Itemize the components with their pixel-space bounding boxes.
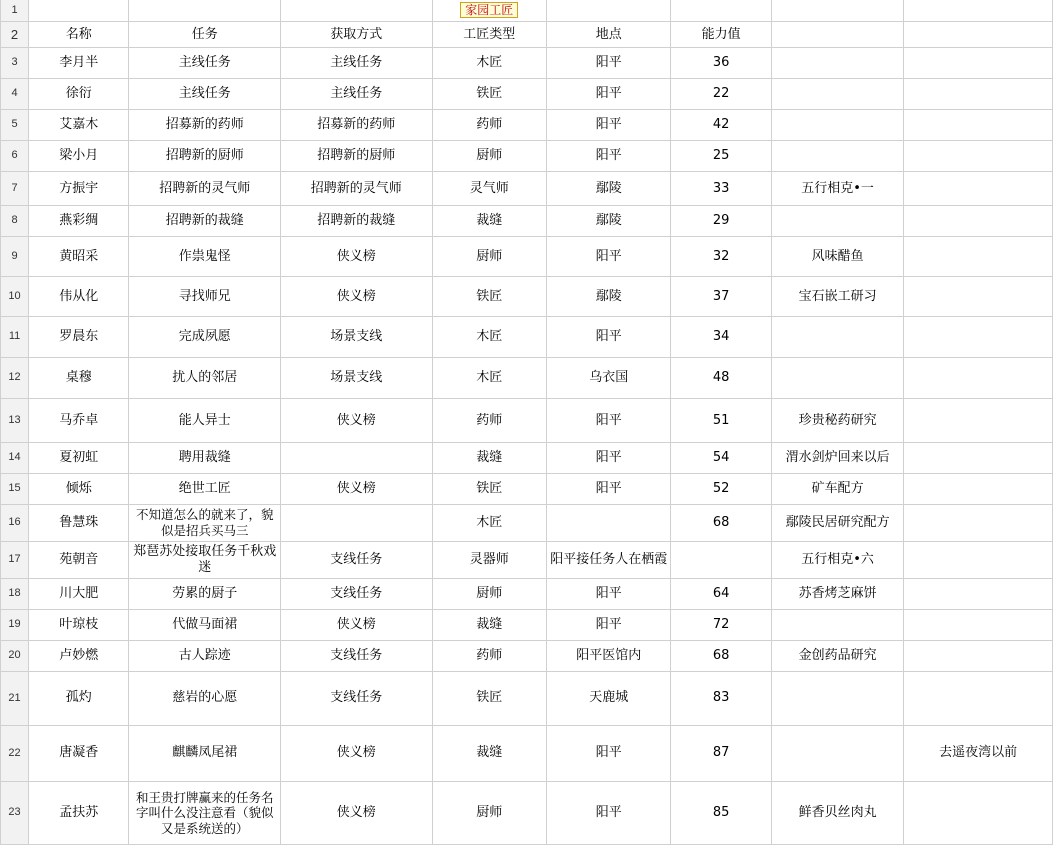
row-header-cell[interactable]: 4 bbox=[1, 79, 29, 110]
column-header-cell[interactable] bbox=[904, 22, 1053, 48]
table-row[interactable] bbox=[1, 48, 1053, 79]
data-cell[interactable] bbox=[771, 317, 904, 358]
data-cell[interactable]: 阳平 bbox=[547, 317, 671, 358]
data-cell[interactable] bbox=[281, 443, 433, 474]
data-cell[interactable]: 完成夙愿 bbox=[129, 317, 281, 358]
data-cell[interactable]: 85 bbox=[671, 782, 771, 845]
data-cell[interactable]: 宝石嵌工研习 bbox=[771, 277, 904, 317]
data-cell[interactable]: 劳累的厨子 bbox=[129, 579, 281, 610]
row-header-cell[interactable]: 21 bbox=[1, 672, 29, 726]
data-cell[interactable] bbox=[547, 505, 671, 541]
data-cell[interactable]: 主线任务 bbox=[281, 79, 433, 110]
data-cell[interactable]: 方振宇 bbox=[29, 172, 129, 206]
data-cell[interactable] bbox=[904, 443, 1053, 474]
data-cell[interactable] bbox=[771, 0, 904, 22]
data-cell[interactable]: 主线任务 bbox=[281, 48, 433, 79]
data-cell[interactable]: 古人踪迹 bbox=[129, 641, 281, 672]
data-cell[interactable] bbox=[904, 782, 1053, 845]
data-cell[interactable]: 支线任务 bbox=[281, 672, 433, 726]
column-header-cell[interactable]: 名称 bbox=[29, 22, 129, 48]
data-cell[interactable]: 五行相克•六 bbox=[771, 541, 904, 579]
data-cell[interactable]: 阳平 bbox=[547, 579, 671, 610]
data-cell[interactable]: 铁匠 bbox=[432, 79, 546, 110]
data-cell[interactable]: 鄢陵民居研究配方 bbox=[771, 505, 904, 541]
data-cell[interactable] bbox=[904, 206, 1053, 237]
data-cell[interactable]: 不知道怎么的就来了，貌似是招兵买马三 bbox=[129, 505, 281, 541]
row-header-cell[interactable]: 5 bbox=[1, 110, 29, 141]
table-row[interactable] bbox=[1, 641, 1053, 672]
row-header-cell[interactable]: 1 bbox=[1, 0, 29, 22]
data-cell[interactable]: 扰人的邻居 bbox=[129, 358, 281, 399]
table-row[interactable] bbox=[1, 443, 1053, 474]
data-cell[interactable]: 倾烁 bbox=[29, 474, 129, 505]
data-cell[interactable]: 木匠 bbox=[432, 358, 546, 399]
data-cell[interactable]: 苑朝音 bbox=[29, 541, 129, 579]
data-cell[interactable] bbox=[771, 358, 904, 399]
data-cell[interactable]: 木匠 bbox=[432, 48, 546, 79]
data-cell[interactable]: 29 bbox=[671, 206, 771, 237]
data-cell[interactable]: 招聘新的灵气师 bbox=[129, 172, 281, 206]
data-cell[interactable]: 支线任务 bbox=[281, 579, 433, 610]
data-cell[interactable]: 去遥夜湾以前 bbox=[904, 726, 1053, 782]
data-cell[interactable] bbox=[904, 237, 1053, 277]
data-cell[interactable] bbox=[904, 541, 1053, 579]
data-cell[interactable] bbox=[671, 541, 771, 579]
data-cell[interactable]: 阳平 bbox=[547, 474, 671, 505]
row-header-cell[interactable]: 19 bbox=[1, 610, 29, 641]
row-header-cell[interactable]: 22 bbox=[1, 726, 29, 782]
data-cell[interactable]: 33 bbox=[671, 172, 771, 206]
data-cell[interactable]: 鄢陵 bbox=[547, 277, 671, 317]
data-cell[interactable]: 招募新的药师 bbox=[281, 110, 433, 141]
data-cell[interactable]: 阳平 bbox=[547, 48, 671, 79]
data-cell[interactable]: 绝世工匠 bbox=[129, 474, 281, 505]
table-row[interactable] bbox=[1, 579, 1053, 610]
row-header-cell[interactable]: 15 bbox=[1, 474, 29, 505]
data-cell[interactable]: 木匠 bbox=[432, 317, 546, 358]
data-cell[interactable]: 夏初虹 bbox=[29, 443, 129, 474]
data-cell[interactable]: 叶琼枝 bbox=[29, 610, 129, 641]
data-cell[interactable]: 罗晨东 bbox=[29, 317, 129, 358]
data-cell[interactable]: 68 bbox=[671, 641, 771, 672]
data-cell[interactable]: 矿车配方 bbox=[771, 474, 904, 505]
data-cell[interactable]: 珍贵秘药研究 bbox=[771, 399, 904, 443]
row-header-cell[interactable]: 10 bbox=[1, 277, 29, 317]
row-header-cell[interactable]: 2 bbox=[1, 22, 29, 48]
data-cell[interactable] bbox=[432, 0, 546, 22]
data-cell[interactable]: 寻找师兄 bbox=[129, 277, 281, 317]
table-row[interactable] bbox=[1, 172, 1053, 206]
data-cell[interactable]: 麒麟凤尾裙 bbox=[129, 726, 281, 782]
data-cell[interactable] bbox=[904, 172, 1053, 206]
data-cell[interactable]: 灵气师 bbox=[432, 172, 546, 206]
data-cell[interactable]: 34 bbox=[671, 317, 771, 358]
data-cell[interactable]: 厨师 bbox=[432, 579, 546, 610]
data-cell[interactable]: 卢妙燃 bbox=[29, 641, 129, 672]
data-cell[interactable]: 能人异士 bbox=[129, 399, 281, 443]
data-cell[interactable] bbox=[771, 672, 904, 726]
data-cell[interactable] bbox=[904, 358, 1053, 399]
table-row[interactable] bbox=[1, 141, 1053, 172]
data-cell[interactable]: 阳平 bbox=[547, 110, 671, 141]
data-cell[interactable]: 支线任务 bbox=[281, 641, 433, 672]
data-cell[interactable]: 孤灼 bbox=[29, 672, 129, 726]
data-cell[interactable] bbox=[904, 0, 1053, 22]
table-row[interactable] bbox=[1, 358, 1053, 399]
data-cell[interactable]: 32 bbox=[671, 237, 771, 277]
data-cell[interactable]: 厨师 bbox=[432, 237, 546, 277]
data-cell[interactable]: 风味醋鱼 bbox=[771, 237, 904, 277]
column-header-cell[interactable]: 任务 bbox=[129, 22, 281, 48]
column-header-cell[interactable] bbox=[771, 22, 904, 48]
data-cell[interactable]: 裁缝 bbox=[432, 610, 546, 641]
data-cell[interactable] bbox=[281, 505, 433, 541]
table-row[interactable] bbox=[1, 610, 1053, 641]
data-cell[interactable]: 鲁慧珠 bbox=[29, 505, 129, 541]
data-cell[interactable]: 慈岩的心愿 bbox=[129, 672, 281, 726]
data-cell[interactable]: 药师 bbox=[432, 641, 546, 672]
row-header-cell[interactable]: 13 bbox=[1, 399, 29, 443]
data-cell[interactable]: 阳平 bbox=[547, 610, 671, 641]
data-cell[interactable]: 裁缝 bbox=[432, 443, 546, 474]
data-cell[interactable]: 唐凝香 bbox=[29, 726, 129, 782]
table-row[interactable] bbox=[1, 541, 1053, 579]
data-cell[interactable]: 川大肥 bbox=[29, 579, 129, 610]
data-cell[interactable]: 侠义榜 bbox=[281, 610, 433, 641]
data-cell[interactable] bbox=[904, 474, 1053, 505]
row-header-cell[interactable]: 14 bbox=[1, 443, 29, 474]
data-cell[interactable] bbox=[904, 399, 1053, 443]
table-row[interactable] bbox=[1, 22, 1053, 48]
data-cell[interactable] bbox=[771, 79, 904, 110]
data-cell[interactable]: 阳平 bbox=[547, 399, 671, 443]
table-row[interactable] bbox=[1, 206, 1053, 237]
data-cell[interactable]: 招聘新的裁缝 bbox=[129, 206, 281, 237]
data-cell[interactable]: 作祟鬼怪 bbox=[129, 237, 281, 277]
data-cell[interactable]: 侠义榜 bbox=[281, 782, 433, 845]
data-cell[interactable]: 铁匠 bbox=[432, 474, 546, 505]
data-cell[interactable]: 药师 bbox=[432, 110, 546, 141]
data-cell[interactable]: 招聘新的厨师 bbox=[281, 141, 433, 172]
row-header-cell[interactable]: 6 bbox=[1, 141, 29, 172]
data-cell[interactable]: 51 bbox=[671, 399, 771, 443]
data-cell[interactable]: 招募新的药师 bbox=[129, 110, 281, 141]
data-cell[interactable]: 42 bbox=[671, 110, 771, 141]
data-cell[interactable]: 郑琶苏处接取任务千秋戏迷 bbox=[129, 541, 281, 579]
data-cell[interactable]: 阳平 bbox=[547, 443, 671, 474]
table-row[interactable] bbox=[1, 277, 1053, 317]
data-cell[interactable]: 徐衍 bbox=[29, 79, 129, 110]
data-cell[interactable]: 铁匠 bbox=[432, 277, 546, 317]
column-header-cell[interactable]: 获取方式 bbox=[281, 22, 433, 48]
data-cell[interactable]: 侠义榜 bbox=[281, 277, 433, 317]
data-cell[interactable]: 25 bbox=[671, 141, 771, 172]
data-cell[interactable] bbox=[904, 641, 1053, 672]
row-header-cell[interactable]: 20 bbox=[1, 641, 29, 672]
data-cell[interactable]: 招聘新的厨师 bbox=[129, 141, 281, 172]
data-cell[interactable] bbox=[29, 0, 129, 22]
data-cell[interactable]: 桌穆 bbox=[29, 358, 129, 399]
data-cell[interactable]: 54 bbox=[671, 443, 771, 474]
data-cell[interactable]: 孟扶苏 bbox=[29, 782, 129, 845]
row-header-cell[interactable]: 16 bbox=[1, 505, 29, 541]
grid-body bbox=[1, 0, 1053, 845]
sheet-title-banner: 家园工匠 bbox=[460, 2, 518, 18]
data-cell[interactable]: 燕彩绸 bbox=[29, 206, 129, 237]
data-cell[interactable]: 灵器师 bbox=[432, 541, 546, 579]
data-cell[interactable]: 金创药品研究 bbox=[771, 641, 904, 672]
data-cell[interactable]: 艾嘉木 bbox=[29, 110, 129, 141]
data-cell[interactable] bbox=[771, 610, 904, 641]
data-cell[interactable]: 阳平 bbox=[547, 726, 671, 782]
table-row[interactable] bbox=[1, 237, 1053, 277]
data-cell[interactable] bbox=[771, 206, 904, 237]
column-header-cell[interactable]: 工匠类型 bbox=[432, 22, 546, 48]
data-cell[interactable]: 厨师 bbox=[432, 782, 546, 845]
data-cell[interactable]: 支线任务 bbox=[281, 541, 433, 579]
table-row[interactable] bbox=[1, 110, 1053, 141]
row-header-cell[interactable]: 18 bbox=[1, 579, 29, 610]
data-cell[interactable] bbox=[904, 48, 1053, 79]
data-cell[interactable]: 马乔卓 bbox=[29, 399, 129, 443]
data-cell[interactable]: 主线任务 bbox=[129, 79, 281, 110]
data-cell[interactable]: 渭水剑炉回来以后 bbox=[771, 443, 904, 474]
data-cell[interactable]: 乌衣国 bbox=[547, 358, 671, 399]
data-cell[interactable]: 苏香烤芝麻饼 bbox=[771, 579, 904, 610]
data-cell[interactable]: 招聘新的灵气师 bbox=[281, 172, 433, 206]
data-cell[interactable]: 主线任务 bbox=[129, 48, 281, 79]
data-cell[interactable] bbox=[904, 317, 1053, 358]
data-cell[interactable]: 侠义榜 bbox=[281, 399, 433, 443]
data-cell[interactable]: 黄昭采 bbox=[29, 237, 129, 277]
data-cell[interactable]: 68 bbox=[671, 505, 771, 541]
data-cell[interactable]: 阳平 bbox=[547, 141, 671, 172]
data-cell[interactable]: 药师 bbox=[432, 399, 546, 443]
data-cell[interactable]: 木匠 bbox=[432, 505, 546, 541]
data-cell[interactable] bbox=[904, 672, 1053, 726]
data-cell[interactable]: 阳平医馆内 bbox=[547, 641, 671, 672]
data-cell[interactable] bbox=[281, 0, 433, 22]
data-cell[interactable]: 64 bbox=[671, 579, 771, 610]
data-cell[interactable] bbox=[129, 0, 281, 22]
row-header-cell[interactable]: 11 bbox=[1, 317, 29, 358]
data-cell[interactable] bbox=[904, 141, 1053, 172]
data-cell[interactable]: 天鹿城 bbox=[547, 672, 671, 726]
column-header-cell[interactable]: 能力值 bbox=[671, 22, 771, 48]
data-cell[interactable]: 裁缝 bbox=[432, 726, 546, 782]
row-header-cell[interactable]: 9 bbox=[1, 237, 29, 277]
data-cell[interactable]: 鄢陵 bbox=[547, 172, 671, 206]
data-cell[interactable]: 鄢陵 bbox=[547, 206, 671, 237]
table-row[interactable] bbox=[1, 726, 1053, 782]
data-cell[interactable] bbox=[771, 141, 904, 172]
data-cell[interactable]: 和王贵打牌赢来的任务名字叫什么没注意看（貌似又是系统送的） bbox=[129, 782, 281, 845]
column-header-cell[interactable]: 地点 bbox=[547, 22, 671, 48]
data-cell[interactable]: 场景支线 bbox=[281, 358, 433, 399]
row-header-cell[interactable]: 23 bbox=[1, 782, 29, 845]
data-cell[interactable]: 侠义榜 bbox=[281, 474, 433, 505]
table-row[interactable] bbox=[1, 317, 1053, 358]
data-cell[interactable]: 五行相克•一 bbox=[771, 172, 904, 206]
data-cell[interactable] bbox=[904, 277, 1053, 317]
data-cell[interactable]: 72 bbox=[671, 610, 771, 641]
data-cell[interactable]: 裁缝 bbox=[432, 206, 546, 237]
data-cell[interactable]: 阳平 bbox=[547, 79, 671, 110]
data-cell[interactable] bbox=[904, 110, 1053, 141]
data-cell[interactable] bbox=[904, 505, 1053, 541]
row-header-cell[interactable]: 7 bbox=[1, 172, 29, 206]
data-cell[interactable] bbox=[771, 48, 904, 79]
data-cell[interactable]: 代做马面裙 bbox=[129, 610, 281, 641]
table-row[interactable] bbox=[1, 79, 1053, 110]
data-cell[interactable]: 侠义榜 bbox=[281, 237, 433, 277]
data-cell[interactable] bbox=[771, 726, 904, 782]
data-cell[interactable]: 李月半 bbox=[29, 48, 129, 79]
data-cell[interactable]: 87 bbox=[671, 726, 771, 782]
data-cell[interactable]: 83 bbox=[671, 672, 771, 726]
data-cell[interactable]: 52 bbox=[671, 474, 771, 505]
table-row[interactable] bbox=[1, 672, 1053, 726]
data-cell[interactable]: 48 bbox=[671, 358, 771, 399]
table-row[interactable] bbox=[1, 474, 1053, 505]
table-row[interactable] bbox=[1, 505, 1053, 541]
data-cell[interactable]: 铁匠 bbox=[432, 672, 546, 726]
data-cell[interactable]: 梁小月 bbox=[29, 141, 129, 172]
data-cell[interactable]: 阳平接任务人在栖霞 bbox=[547, 541, 671, 579]
data-cell[interactable] bbox=[904, 610, 1053, 641]
data-cell[interactable]: 阳平 bbox=[547, 237, 671, 277]
data-cell[interactable] bbox=[904, 79, 1053, 110]
row-header-cell[interactable]: 8 bbox=[1, 206, 29, 237]
data-cell[interactable]: 36 bbox=[671, 48, 771, 79]
table-row[interactable] bbox=[1, 782, 1053, 845]
row-header-cell[interactable]: 17 bbox=[1, 541, 29, 579]
data-cell[interactable] bbox=[547, 0, 671, 22]
row-header-cell[interactable]: 3 bbox=[1, 48, 29, 79]
table-row[interactable] bbox=[1, 399, 1053, 443]
data-cell[interactable]: 阳平 bbox=[547, 782, 671, 845]
data-cell[interactable]: 招聘新的裁缝 bbox=[281, 206, 433, 237]
data-cell[interactable]: 聘用裁缝 bbox=[129, 443, 281, 474]
data-cell[interactable] bbox=[904, 579, 1053, 610]
row-header-cell[interactable]: 12 bbox=[1, 358, 29, 399]
data-cell[interactable]: 伟从化 bbox=[29, 277, 129, 317]
data-cell[interactable] bbox=[671, 0, 771, 22]
table-row[interactable] bbox=[1, 0, 1053, 22]
data-cell[interactable] bbox=[771, 110, 904, 141]
data-cell[interactable]: 22 bbox=[671, 79, 771, 110]
data-cell[interactable]: 鲜香贝丝肉丸 bbox=[771, 782, 904, 845]
data-cell[interactable]: 侠义榜 bbox=[281, 726, 433, 782]
data-cell[interactable]: 场景支线 bbox=[281, 317, 433, 358]
data-cell[interactable]: 37 bbox=[671, 277, 771, 317]
data-cell[interactable]: 厨师 bbox=[432, 141, 546, 172]
